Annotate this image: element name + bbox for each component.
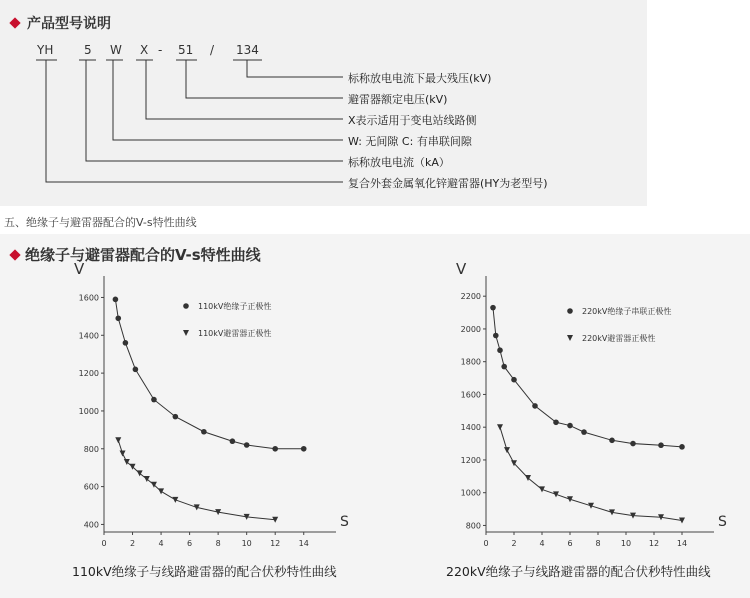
chart-220kv-series-1-line [493,308,682,447]
code-part-residual-voltage: 134 [236,43,259,57]
chart-110kv-series-1-point [123,340,129,346]
chart-220kv-series-1-point [511,377,517,383]
chart-220kv-series-2-point [539,486,545,492]
chart-110kv-series-2-point [158,488,164,494]
chart-220kv-y-tick-label: 1600 [460,390,481,400]
chart-220kv-caption: 220kV绝缘子与线路避雷器的配合伏秒特性曲线 [446,564,711,579]
chart-220kv-series-1-point [501,364,507,370]
chart-220kv-y-axis-label: V [456,260,467,278]
chart-220kv-series-1-point [630,441,636,447]
chart-220kv-y-tick-label: 1800 [460,357,481,367]
chart-110kv-series-1-point [133,367,139,373]
chart-110kv-series-2-point [172,497,178,503]
chart-110kv-series-1-point [230,438,236,444]
desc-rated-voltage: 避雷器额定电压(kV) [348,93,448,106]
chart-110kv-y-tick-label: 400 [83,520,99,530]
desc-x-meaning: X表示适用于变电站线路侧 [348,114,477,127]
section-five-title: 五、绝缘子与避雷器配合的V-s特性曲线 [4,216,197,229]
chart-220kv-x-tick-label: 14 [676,539,688,548]
chart-110kv-x-tick-label: 10 [241,539,252,548]
chart-110kv-x-tick-label: 8 [215,539,221,548]
chart-220kv-series-1-point [679,444,685,450]
chart-220kv-series-1-point [658,442,664,448]
chart-220kv-x-tick-label: 2 [511,539,517,548]
chart-110kv-series-1-point [173,414,179,420]
chart-220kv [430,250,750,550]
chart-220kv-y-tick-label: 800 [465,521,481,531]
chart-110kv-series-1-legend-label: 110kV绝缘子正极性 [198,302,272,311]
code-part-yh: YH [37,43,54,57]
chart-110kv-series-1-point [113,297,119,303]
chart-220kv-y-tick-label: 2000 [460,324,481,334]
chart-220kv-series-1-legend-label: 220kV绝缘子串联正极性 [582,307,672,316]
chart-110kv-x-tick-label: 6 [187,539,193,548]
chart-220kv-series-1-point [490,305,496,311]
chart-220kv-series-1-point [497,347,503,353]
chart-220kv-series-2-point [497,424,503,430]
chart-220kv-x-tick-label: 10 [620,539,632,548]
desc-discharge-current: 标称放电电流（kA） [348,156,450,169]
chart-110kv-y-tick-label: 1200 [78,369,99,379]
chart-220kv-series-1-legend-marker [567,308,573,314]
product-model-heading: 产品型号说明 [27,16,111,32]
chart-220kv-x-tick-label: 8 [595,539,601,548]
code-part-slash: / [210,43,215,57]
chart-220kv-series-2-legend-label: 220kV避雷器正极性 [582,334,656,343]
chart-110kv-series-1-point [244,442,250,448]
chart-220kv-y-tick-label: 1400 [460,423,481,433]
chart-220kv-y-tick-label: 1200 [460,455,481,465]
desc-residual-voltage: 标称放电电流下最大残压(kV) [348,72,492,85]
chart-110kv-x-tick-label: 0 [101,539,107,548]
chart-220kv-series-2-point [504,447,510,453]
chart-220kv-series-1-point [581,429,587,435]
chart-110kv-series-2-legend-marker [183,330,189,336]
chart-220kv-series-1-point [609,437,615,443]
chart-220kv-y-tick-label: 1000 [460,488,481,498]
code-part-x: X [140,43,149,57]
chart-220kv-series-2-point [553,491,559,497]
desc-gap-type: W: 无间隙 C: 有串联间隙 [348,135,472,148]
chart-110kv-series-1-point [151,397,157,403]
model-code-leader-lines [0,0,647,206]
chart-110kv-caption: 110kV绝缘子与线路避雷器的配合伏秒特性曲线 [72,564,337,579]
code-part-gap: W [110,43,122,57]
chart-220kv-x-axis-label: S [718,514,727,530]
code-part-current: 5 [84,43,92,57]
chart-220kv-x-tick-label: 12 [648,539,660,548]
chart-110kv-series-2-legend-label: 110kV避雷器正极性 [198,329,272,338]
chart-110kv-series-1-point [301,446,307,452]
code-part-rated-voltage: 51 [178,43,194,57]
chart-220kv-y-tick-label: 2200 [460,292,481,302]
chart-110kv-y-axis-label: V [74,260,85,278]
chart-110kv-series-1-legend-marker [183,303,189,309]
chart-110kv-series-2-point [115,437,121,443]
chart-220kv-series-2-point [567,496,573,502]
chart-220kv-series-1-point [493,333,499,339]
desc-arrester-type: 复合外套金属氧化锌避雷器(HY为老型号) [348,177,548,190]
chart-220kv-x-tick-label: 0 [483,539,489,548]
chart-110kv-x-axis-label: S [340,514,349,530]
chart-110kv-x-tick-label: 2 [129,539,136,548]
chart-110kv-y-tick-label: 1000 [78,406,99,416]
chart-220kv-series-1-point [553,419,559,425]
chart-220kv-series-2-legend-marker [567,335,573,341]
chart-220kv-series-1-point [532,403,538,409]
chart-110kv-x-tick-label: 4 [158,539,164,548]
chart-110kv-series-1-point [272,446,278,452]
chart-110kv-y-tick-label: 1400 [78,331,99,341]
chart-220kv-series-2-point [588,503,594,509]
chart-110kv-series-1-point [201,429,207,435]
chart-110kv-series-1-point [115,315,121,321]
code-part-dash: - [158,43,163,57]
chart-110kv-x-tick-label: 14 [298,539,309,548]
chart-110kv [60,250,380,550]
chart-110kv-series-1-line [115,299,303,448]
vs-curve-heading: 绝缘子与避雷器配合的V-s特性曲线 [25,246,261,264]
chart-220kv-x-tick-label: 6 [567,539,573,548]
chart-220kv-x-tick-label: 4 [539,539,545,548]
chart-110kv-x-tick-label: 12 [270,539,281,548]
chart-220kv-series-1-point [567,423,573,429]
chart-110kv-y-tick-label: 800 [83,444,99,454]
chart-110kv-y-tick-label: 600 [83,482,99,492]
chart-110kv-series-2-point [120,451,126,457]
chart-110kv-y-tick-label: 1600 [78,293,99,303]
